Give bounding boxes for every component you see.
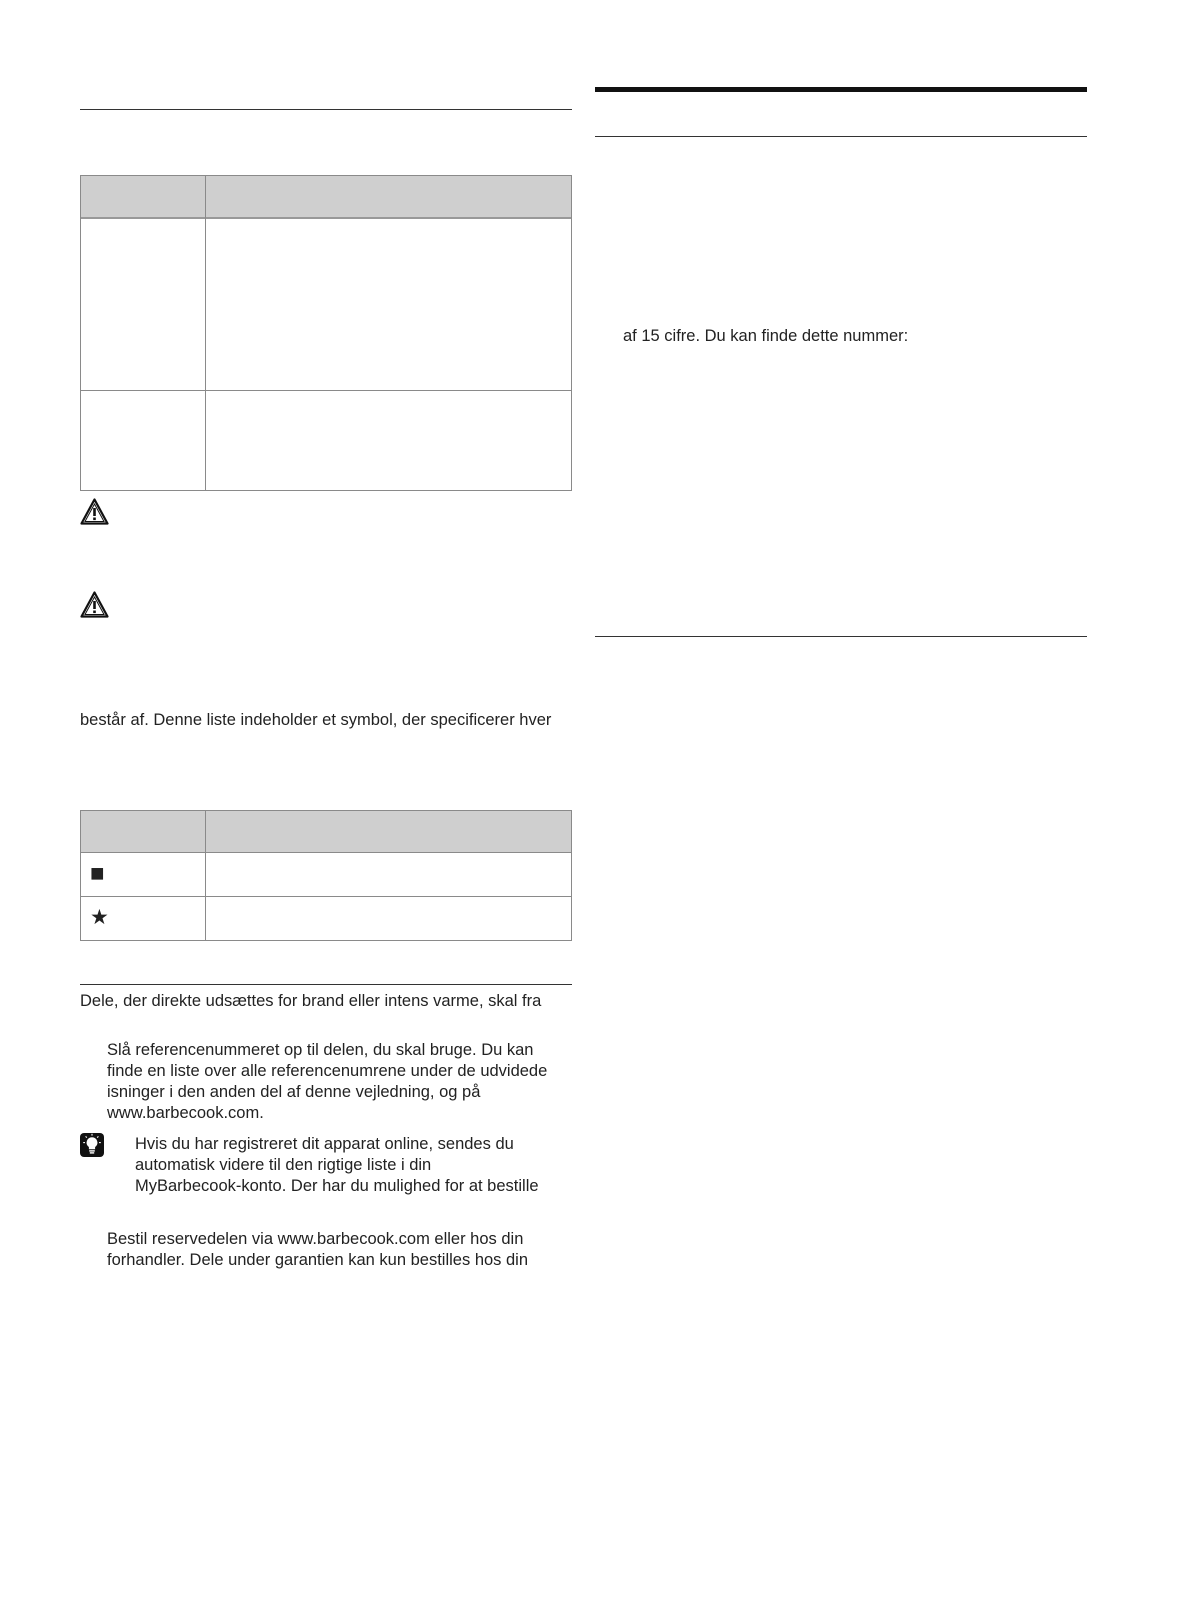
table-row bbox=[81, 853, 571, 896]
step-1-line: www.barbecook.com. bbox=[107, 1104, 264, 1122]
tip-line: MyBarbecook-konto. Der har du mulighed for at bestille bbox=[135, 1177, 539, 1195]
table-row bbox=[81, 897, 571, 940]
black-square-icon: ■ bbox=[90, 860, 105, 887]
table-2-right-border bbox=[571, 810, 572, 941]
table-2-top-border bbox=[80, 810, 572, 811]
step-1-line: isninger i den anden del af denne vejledning, og på bbox=[107, 1083, 481, 1101]
step-2-line: forhandler. Dele under garantien kan kun bestilles hos din bbox=[107, 1251, 529, 1269]
step-1-line: Slå referencenummeret op til delen, du skal bruge. Du kan bbox=[107, 1041, 534, 1059]
table-2-bottom-border bbox=[80, 940, 572, 941]
table-1-bottom-border bbox=[80, 490, 572, 491]
serial-number-text: af 15 cifre. Du kan finde dette nummer: bbox=[623, 327, 909, 345]
step-2-line: Bestil reservedelen via www.barbecook.com eller hos din bbox=[107, 1230, 524, 1248]
table-2-header bbox=[81, 811, 571, 852]
lightbulb-tip-icon bbox=[80, 1133, 104, 1157]
section-divider-parts bbox=[80, 984, 572, 985]
symbol-list-text: består af. Denne liste indeholder et symbol, der specificerer hver bbox=[80, 711, 552, 729]
table-row bbox=[81, 391, 571, 490]
section-divider-top-left bbox=[80, 109, 572, 110]
section-divider-right-top bbox=[595, 136, 1087, 137]
table-1-top-border bbox=[80, 175, 572, 176]
table-1-right-border bbox=[571, 175, 572, 491]
section-divider-right-bottom bbox=[595, 636, 1087, 637]
tip-line: Hvis du har registreret dit apparat online, sendes du bbox=[135, 1135, 514, 1153]
black-star-icon: ★ bbox=[90, 906, 109, 929]
step-1-line: finde en liste over alle referencenumrene under de udvidede bbox=[107, 1062, 548, 1080]
table-row bbox=[81, 219, 571, 390]
tip-line: automatisk videre til den rigtige liste i din bbox=[135, 1156, 432, 1174]
section-divider-thick-right bbox=[595, 87, 1087, 92]
warning-triangle-icon bbox=[80, 591, 109, 618]
table-1-header bbox=[81, 176, 571, 217]
warning-triangle-icon bbox=[80, 498, 109, 525]
parts-intro-text: Dele, der direkte udsættes for brand eller intens varme, skal fra bbox=[80, 992, 542, 1010]
